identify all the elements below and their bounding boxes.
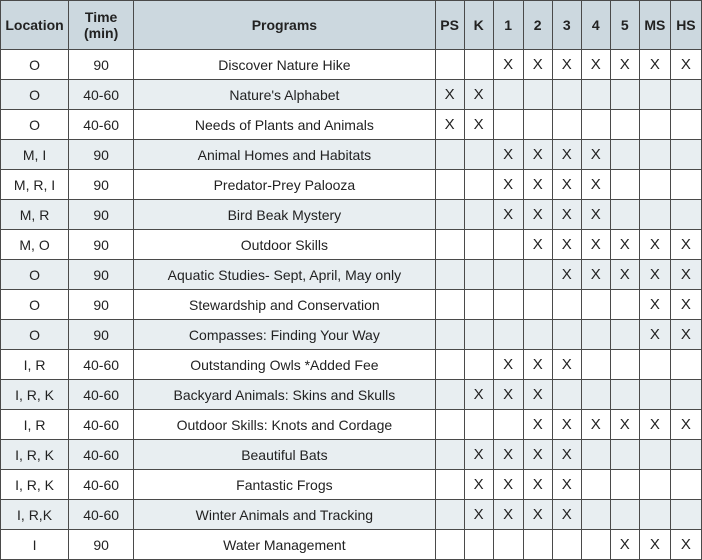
program-cell: Water Management [134,530,435,560]
grade-hs-cell [670,500,701,530]
table-row [1,170,702,200]
header-row [1,1,702,50]
table-row [1,410,702,440]
location-cell: M, R [1,200,69,230]
grade-hs-cell: X [670,320,701,350]
time-cell: 40-60 [69,470,134,500]
header-time-label: Time [84,9,118,25]
time-cell: 90 [69,230,134,260]
grade-5-cell [610,500,639,530]
time-cell: 40-60 [69,110,134,140]
grade-hs-cell [670,170,701,200]
header-grade-ps: PS [435,1,464,50]
location-cell: I, R, K [1,440,69,470]
grade-hs-cell: X [670,530,701,560]
location-cell: M, I [1,140,69,170]
grade-4-cell: X [581,410,610,440]
grade-2-cell: X [523,470,552,500]
grade-ms-cell [639,170,670,200]
grade-3-cell: X [552,260,581,290]
table-row [1,380,702,410]
grade-1-cell [493,320,523,350]
grade-2-cell: X [523,200,552,230]
grade-ps-cell [435,230,464,260]
grade-3-cell: X [552,200,581,230]
header-time [69,1,134,50]
grade-1-cell: X [493,380,523,410]
table-body [1,50,702,560]
program-cell: Beautiful Bats [134,440,435,470]
location-cell: I, R,K [1,500,69,530]
grade-2-cell [523,80,552,110]
program-cell: Animal Homes and Habitats [134,140,435,170]
table-row [1,260,702,290]
grade-1-cell [493,290,523,320]
location-cell: I, R [1,410,69,440]
header-time-unit: (min) [84,25,119,41]
program-cell: Nature's Alphabet [134,80,435,110]
header-grade-1: 1 [493,1,523,50]
header-grade-2: 2 [523,1,552,50]
grade-ms-cell [639,500,670,530]
grade-5-cell [610,170,639,200]
grade-5-cell [610,440,639,470]
grade-5-cell [610,470,639,500]
grade-k-cell [464,290,493,320]
grade-1-cell: X [493,200,523,230]
grade-ms-cell [639,80,670,110]
grade-2-cell: X [523,230,552,260]
grade-4-cell [581,440,610,470]
time-cell: 40-60 [69,350,134,380]
location-cell: O [1,260,69,290]
location-cell: O [1,290,69,320]
grade-5-cell: X [610,260,639,290]
grade-3-cell: X [552,440,581,470]
table-row [1,200,702,230]
grade-ms-cell: X [639,260,670,290]
grade-k-cell [464,260,493,290]
program-cell: Needs of Plants and Animals [134,110,435,140]
table-row [1,110,702,140]
grade-5-cell: X [610,530,639,560]
program-cell: Outdoor Skills: Knots and Cordage [134,410,435,440]
grade-ms-cell: X [639,230,670,260]
grade-hs-cell: X [670,410,701,440]
table-row [1,290,702,320]
grade-k-cell [464,230,493,260]
grade-4-cell: X [581,50,610,80]
grade-ps-cell [435,380,464,410]
grade-k-cell [464,50,493,80]
grade-4-cell: X [581,140,610,170]
grade-4-cell: X [581,260,610,290]
grade-k-cell [464,530,493,560]
grade-5-cell: X [610,230,639,260]
header-grade-5: 5 [610,1,639,50]
grade-4-cell: X [581,170,610,200]
grade-k-cell [464,410,493,440]
program-cell: Backyard Animals: Skins and Skulls [134,380,435,410]
grade-5-cell [610,320,639,350]
program-cell: Fantastic Frogs [134,470,435,500]
grade-ps-cell [435,470,464,500]
time-cell: 40-60 [69,410,134,440]
time-cell: 90 [69,260,134,290]
grade-2-cell: X [523,50,552,80]
location-cell: O [1,80,69,110]
grade-ps-cell [435,260,464,290]
grade-hs-cell [670,140,701,170]
grade-ms-cell: X [639,530,670,560]
table-row [1,320,702,350]
grade-1-cell: X [493,170,523,200]
grade-2-cell [523,320,552,350]
program-cell: Winter Animals and Tracking [134,500,435,530]
time-cell: 40-60 [69,500,134,530]
header-programs: Programs [134,1,435,50]
grade-5-cell [610,140,639,170]
grade-5-cell [610,200,639,230]
grade-hs-cell [670,350,701,380]
time-cell: 40-60 [69,380,134,410]
location-cell: I [1,530,69,560]
grade-2-cell [523,260,552,290]
table-row [1,140,702,170]
grade-hs-cell [670,440,701,470]
grade-ps-cell: X [435,110,464,140]
header-grade-4: 4 [581,1,610,50]
grade-5-cell [610,350,639,380]
grade-3-cell [552,290,581,320]
grade-1-cell [493,410,523,440]
grade-4-cell [581,530,610,560]
grade-3-cell [552,530,581,560]
time-cell: 90 [69,170,134,200]
program-cell: Outstanding Owls *Added Fee [134,350,435,380]
grade-ms-cell [639,350,670,380]
grade-2-cell: X [523,140,552,170]
grade-1-cell: X [493,140,523,170]
grade-4-cell [581,500,610,530]
grade-3-cell: X [552,230,581,260]
grade-2-cell [523,110,552,140]
grade-ms-cell [639,380,670,410]
grade-ps-cell [435,500,464,530]
grade-k-cell [464,350,493,380]
grade-ms-cell [639,440,670,470]
grade-3-cell [552,320,581,350]
location-cell: I, R, K [1,470,69,500]
grade-k-cell [464,320,493,350]
grade-3-cell: X [552,350,581,380]
grade-ms-cell [639,110,670,140]
table-row [1,50,702,80]
grade-3-cell [552,80,581,110]
grade-3-cell: X [552,50,581,80]
grade-ms-cell: X [639,290,670,320]
grade-ps-cell [435,50,464,80]
location-cell: O [1,50,69,80]
grade-1-cell [493,260,523,290]
program-cell: Aquatic Studies- Sept, April, May only [134,260,435,290]
grade-ps-cell [435,530,464,560]
grade-ms-cell [639,200,670,230]
grade-ms-cell [639,140,670,170]
time-cell: 90 [69,530,134,560]
grade-k-cell: X [464,500,493,530]
grade-ps-cell [435,200,464,230]
grade-5-cell [610,80,639,110]
grade-5-cell [610,110,639,140]
grade-1-cell [493,110,523,140]
grade-3-cell: X [552,410,581,440]
grade-hs-cell: X [670,260,701,290]
grade-hs-cell: X [670,290,701,320]
grade-2-cell: X [523,170,552,200]
grade-3-cell: X [552,500,581,530]
grade-5-cell: X [610,50,639,80]
grade-2-cell [523,530,552,560]
grade-2-cell [523,290,552,320]
grade-3-cell: X [552,140,581,170]
grade-hs-cell: X [670,50,701,80]
time-cell: 90 [69,140,134,170]
grade-ps-cell [435,410,464,440]
grade-5-cell [610,380,639,410]
grade-ps-cell [435,140,464,170]
grade-ms-cell [639,470,670,500]
grade-4-cell: X [581,230,610,260]
grade-3-cell: X [552,470,581,500]
grade-1-cell: X [493,470,523,500]
header-grade-3: 3 [552,1,581,50]
time-cell: 90 [69,320,134,350]
grade-4-cell [581,80,610,110]
grade-k-cell [464,140,493,170]
grade-3-cell [552,110,581,140]
grade-hs-cell: X [670,230,701,260]
time-cell: 90 [69,50,134,80]
grade-4-cell [581,380,610,410]
grade-5-cell: X [610,410,639,440]
table-row [1,530,702,560]
grade-ps-cell [435,440,464,470]
grade-k-cell: X [464,80,493,110]
table-row [1,350,702,380]
table-row [1,470,702,500]
grade-1-cell: X [493,50,523,80]
location-cell: M, O [1,230,69,260]
location-cell: I, R [1,350,69,380]
grade-1-cell: X [493,440,523,470]
grade-ms-cell: X [639,50,670,80]
grade-hs-cell [670,470,701,500]
grade-3-cell: X [552,170,581,200]
program-cell: Bird Beak Mystery [134,200,435,230]
header-grade-hs: HS [670,1,701,50]
header-grade-k: K [464,1,493,50]
grade-ps-cell [435,320,464,350]
grade-ps-cell [435,350,464,380]
grade-2-cell: X [523,410,552,440]
grade-ms-cell: X [639,410,670,440]
time-cell: 40-60 [69,440,134,470]
grade-1-cell: X [493,350,523,380]
grade-ps-cell [435,290,464,320]
time-cell: 40-60 [69,80,134,110]
table-row [1,440,702,470]
grade-k-cell [464,170,493,200]
time-cell: 90 [69,200,134,230]
grade-5-cell [610,290,639,320]
grade-k-cell: X [464,470,493,500]
table-row [1,500,702,530]
location-cell: O [1,320,69,350]
grade-hs-cell [670,380,701,410]
grade-hs-cell [670,110,701,140]
grade-hs-cell [670,80,701,110]
table-row [1,80,702,110]
grade-1-cell [493,530,523,560]
time-cell: 90 [69,290,134,320]
grade-k-cell: X [464,380,493,410]
location-cell: I, R, K [1,380,69,410]
grade-4-cell [581,110,610,140]
grade-2-cell: X [523,350,552,380]
program-cell: Stewardship and Conservation [134,290,435,320]
grade-4-cell [581,320,610,350]
grade-ps-cell [435,170,464,200]
grade-4-cell [581,470,610,500]
grade-hs-cell [670,200,701,230]
program-cell: Predator-Prey Palooza [134,170,435,200]
grade-4-cell [581,290,610,320]
header-location: Location [1,1,69,50]
grade-3-cell [552,380,581,410]
grade-k-cell [464,200,493,230]
location-cell: O [1,110,69,140]
program-cell: Discover Nature Hike [134,50,435,80]
grade-k-cell: X [464,440,493,470]
program-cell: Compasses: Finding Your Way [134,320,435,350]
location-cell: M, R, I [1,170,69,200]
grade-1-cell [493,230,523,260]
grade-k-cell: X [464,110,493,140]
grade-1-cell [493,80,523,110]
grade-4-cell [581,350,610,380]
grade-1-cell: X [493,500,523,530]
grade-ps-cell: X [435,80,464,110]
header-grade-ms: MS [639,1,670,50]
table-row [1,230,702,260]
program-cell: Outdoor Skills [134,230,435,260]
grade-2-cell: X [523,440,552,470]
grade-2-cell: X [523,500,552,530]
grade-2-cell: X [523,380,552,410]
grade-ms-cell: X [639,320,670,350]
grade-4-cell: X [581,200,610,230]
